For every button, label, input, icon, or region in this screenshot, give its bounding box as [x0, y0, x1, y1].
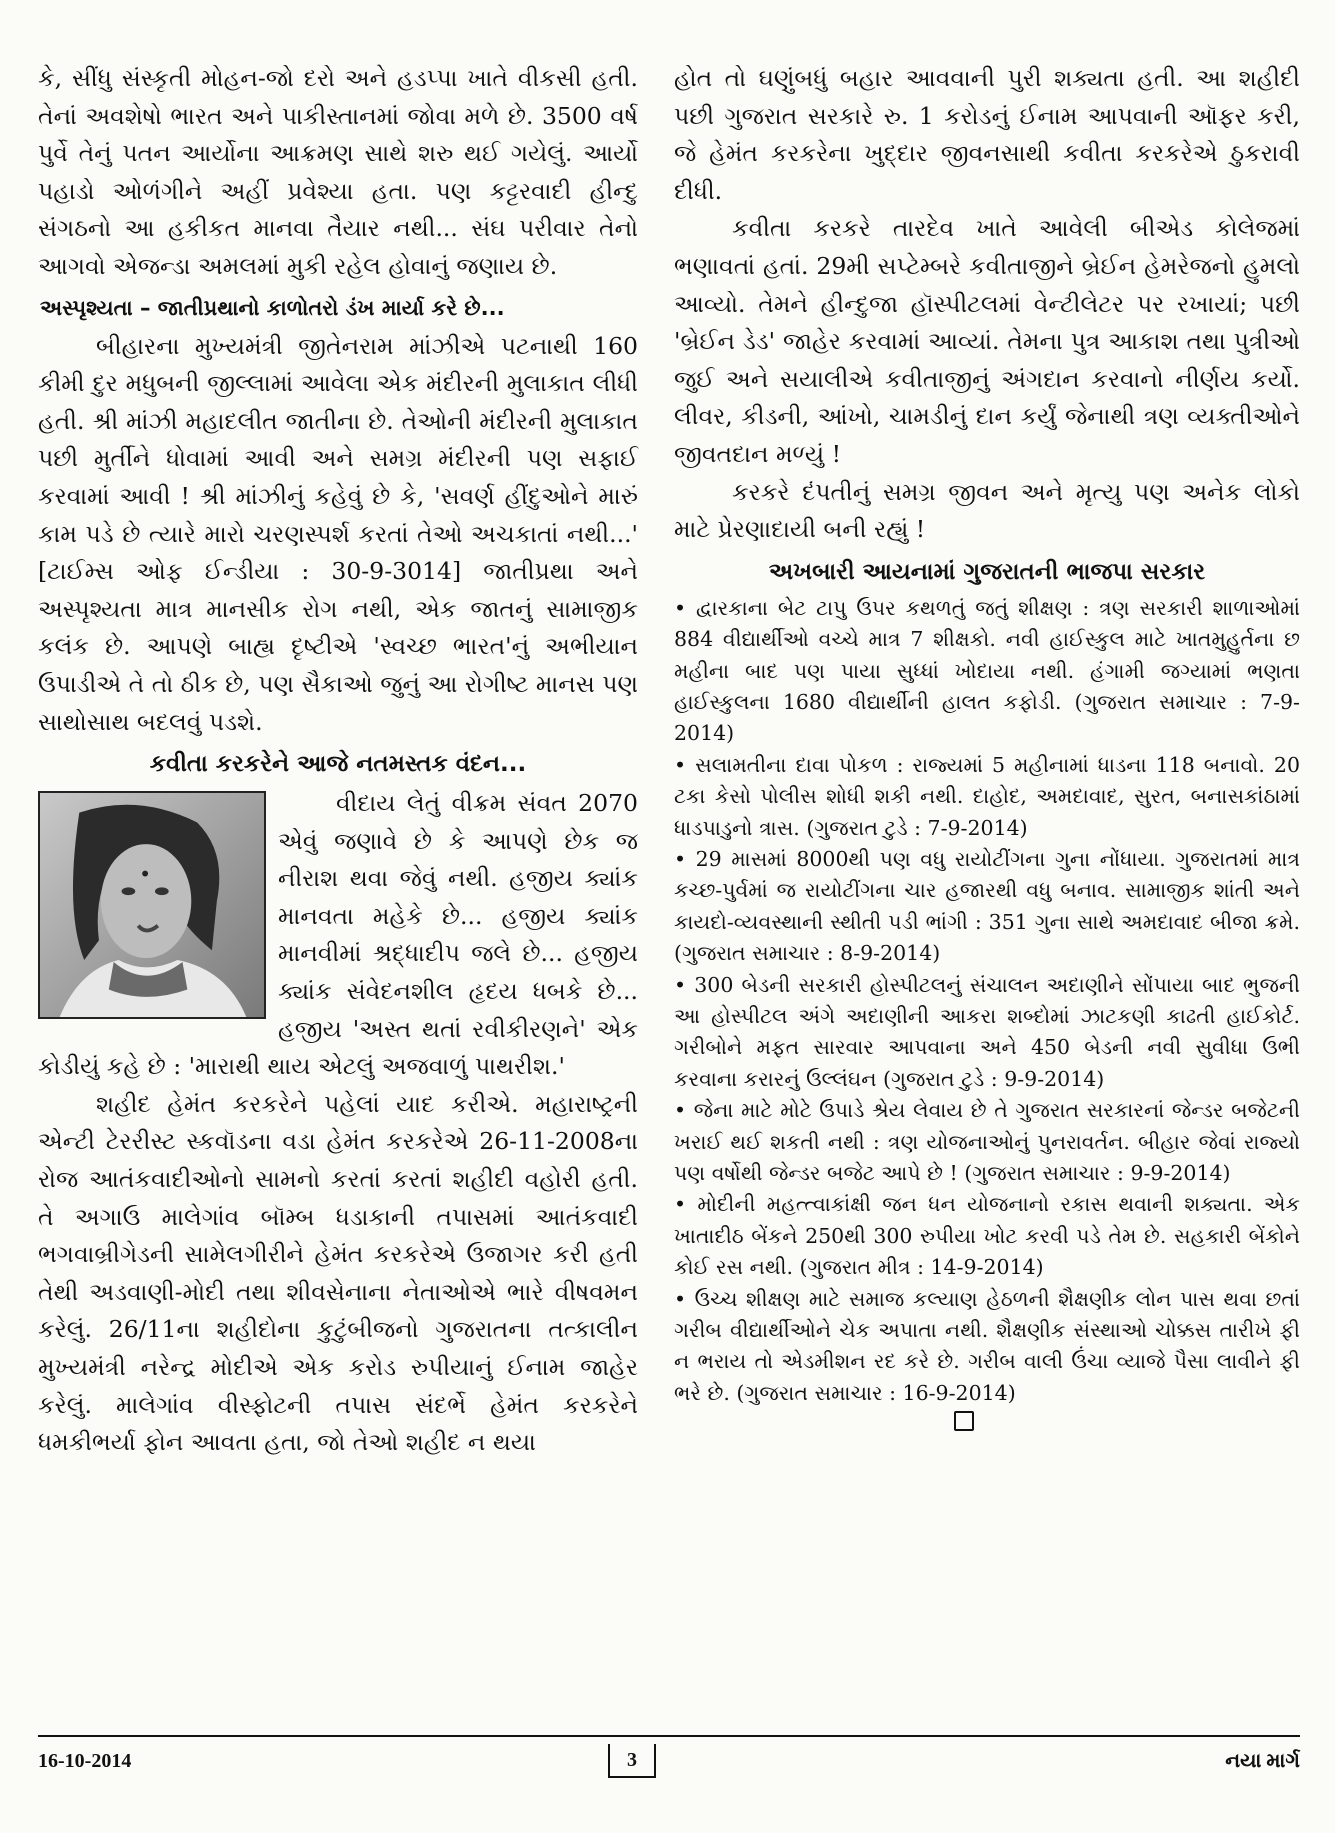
- news-bullet-item: [674, 1095, 1300, 1189]
- page-number: 3: [608, 1744, 656, 1778]
- portrait-image: [40, 793, 264, 1017]
- news-bullet-item: [674, 844, 1300, 970]
- section-heading-news-mirror: અખબારી આયનામાં ગુજરાતની ભાજપા સરકાર: [768, 558, 1206, 585]
- left-paragraph-3: વીદાય લેતું વીક્રમ સંવત 2070 એવું જણાવે છે કે આપણે છેક જ નીરાશ થવા જેવું નથી. હજીય ક્યાંક માનવતા મહેકે છે... હજીય ક્યાંક માનવીમાં શ્રદ્ધાદીપ જલે છે... હજીય ક્યાંક સંવેદનશીલ હૃદય ધબકે છે... હજીય 'અસ્ત થતાં રવીકીરણને' એક કોડીયું કહે છે : 'મારાથી થાય એટલું અજવાળું પાથરીશ.': [38, 789, 638, 1081]
- article-page: [38, 60, 1300, 1760]
- bullet-text: દ્વારકાના બેટ ટાપુ ઉપર કથળતું જતું શીક્ષણ : ત્રણ સરકારી શાળાઓમાં 884 વીદ્યાર્થીઓ વચ્ચે માત્ર 7 શીક્ષકો. નવી હાઈસ્કુલ માટે ખાતમુહુર્તના છ મહીના બાદ પણ પાયા સુધ્ધાં ખોદાયા નથી. હંગામી જગ્યામાં ભણતા હાઈસ્કુલના 1680 વીદ્યાર્થીની હાલત કફોડી. (ગુજરાત સમાચાર : 7-9-2014): [674, 595, 1300, 746]
- right-paragraph-3: કરકરે દંપતીનું સમગ્ર જીવન અને મૃત્યુ પણ અનેક લોકો માટે પ્રેરણાદાયી બની રહ્યું !: [674, 477, 1300, 544]
- right-paragraph-1: હોત તો ઘણુંબધું બહાર આવવાની પુરી શક્યતા હતી. આ શહીદી પછી ગુજરાત સરકારે રુ. 1 કરોડનું ઈનામ આપવાની ઑફર કરી, જે હેમંત કરકરેના ખુદ્દાર જીવનસાથી કવીતા કરકરેએ ઠુકરાવી દીધી.: [674, 64, 1300, 205]
- left-paragraph-2: બીહારના મુખ્યમંત્રી જીતેનરામ માંઝીએ પટનાથી 160 કીમી દુર મધુબની જીલ્લામાં આવેલા એક મંદીરની મુલાકાત લીધી હતી. શ્રી માંઝી મહાદલીત જાતીના છે. તેઓની મંદીરની મુલાકાત પછી મુર્તીને ધોવામાં આવી અને સમગ્ર મંદીરની પણ સફાઈ કરવામાં આવી ! શ્રી માંઝીનું કહેવું છે કે, 'સવર્ણ હીંદુઓને મારું કામ પડે છે ત્યારે મારો ચરણસ્પર્શ કરતાં તેઓ અચકાતાં નથી...' [ટાઈમ્સ ઓફ ઈન્ડીયા : 30-9-3014] જાતીપ્રથા અને અસ્પૃશ્યતા માત્ર માનસીક રોગ નથી, એક જાતનું સામાજીક કલંક છે. આપણે બાહ્ય દૃષ્ટીએ 'સ્વચ્છ ભારત'નું અભીયાન ઉપાડીએ તે તો ઠીક છે, પણ સૈકાઓ જુનું આ રોગીષ્ટ માનસ પણ સાથોસાથ બદલવું પડશે.: [38, 331, 638, 736]
- news-bullet-item: [674, 593, 1300, 750]
- end-of-article-mark: [954, 1411, 974, 1431]
- bullet-text: જેના માટે મોટે ઉપાડે શ્રેય લેવાય છે તે ગુજરાત સરકારનાં જેન્ડર બજેટની ખરાઈ થઈ શકતી નથી : ત્રણ યોજનાઓનું પુનરાવર્તન. બીહાર જેવાં રાજ્યો પણ વર્ષોથી જેન્ડર બજેટ આપે છે ! (ગુજરાત સમાચાર : 9-9-2014): [674, 1098, 1300, 1186]
- left-paragraph-4: શહીદ હેમંત કરકરેને પહેલાં યાદ કરીએ. મહારાષ્ટ્રની એન્ટી ટેરરીસ્ટ સ્કવૉડના વડા હેમંત કરકરેએ 26-11-2008ના રોજ આતંકવાદીઓનો સામનો કરતાં કરતાં શહીદી વહોરી હતી. તે અગાઉ માલેગાંવ બૉમ્બ ધડાકાની તપાસમાં આતંકવાદી ભગવાબ્રીગેડની સામેલગીરીને હેમંત કરકરેએ ઉજાગર કરી હતી તેથી અડવાણી-મોદી તથા શીવસેનાના નેતાઓએ ભારે વીષવમન કરેલું. 26/11ના શહીદોના કુટુંબીજનો ગુજરાતના તત્કાલીન મુખ્યમંત્રી નરેન્દ્ર મોદીએ એક કરોડ રુપીયાનું ઈનામ જાહેર કરેલું. માલેગાંવ વીસ્ફોટની તપાસ સંદર્ભે હેમંત કરકરેને ધમકીભર્યા ફોન આવતા હતા, જો તેઓ શહીદ ન થયા: [38, 1089, 638, 1457]
- bullet-icon: •: [674, 972, 687, 997]
- right-column: [674, 60, 1300, 1409]
- section-heading-untouchability: અસ્પૃશ્યતા – જાતીપ્રથાનો કાળોતરો ડંખ માર્યા કરે છે...: [40, 295, 505, 320]
- news-bullet-item: [674, 1284, 1300, 1410]
- news-bullet-item: [674, 1189, 1300, 1283]
- section-heading-kavita-karkare: કવીતા કરકરેને આજે નતમસ્તક વંદન...: [149, 751, 527, 778]
- bullet-icon: •: [674, 1098, 687, 1123]
- left-column: [38, 60, 638, 1462]
- left-paragraph-1: કે, સીંધુ સંસ્કૃતી મોહન-જો દરો અને હડપ્પા ખાતે વીકસી હતી. તેનાં અવશેષો ભારત અને પાકીસ્તાનમાં જોવા મળે છે. 3500 વર્ષ પુર્વે તેનું પતન આર્યોના આક્રમણ સાથે શરુ થઈ ગયેલું. આર્યો પહાડો ઓળંગીને અહીં પ્રવેશ્યા હતા. પણ કટ્ટરવાદી હીન્દુ સંગઠનો આ હકીકત માનવા તૈયાર નથી... સંઘ પરીવાર તેનો આગવો એજન્ડા અમલમાં મુકી રહેલ હોવાનું જણાય છે.: [38, 64, 638, 280]
- bullet-text: 29 માસમાં 8000થી પણ વધુ રાયોટીંગના ગુના નોંધાયા. ગુજરાતમાં માત્ર કચ્છ-પુર્વમાં જ રાયોટીંગના ચાર હજારથી વધુ બનાવ. સામાજીક શાંતી અને કાયદો-વ્યવસ્થાની સ્થીતી પડી ભાંગી : 351 ગુના સાથે અમદાવાદ બીજા ક્રમે. (ગુજરાત સમાચાર : 8-9-2014): [674, 846, 1300, 966]
- right-paragraph-2: કવીતા કરકરે તારદેવ ખાતે આવેલી બીએડ કોલેજમાં ભણાવતાં હતાં. 29મી સપ્ટેમ્બરે કવીતાજીને બ્રેઈન હેમરેજનો હુમલો આવ્યો. તેમને હીન્દુજા હૉસ્પીટલમાં વેન્ટીલેટર પર રખાયાં; પછી 'બ્રેઈન ડેડ' જાહેર કરવામાં આવ્યાં. તેમના પુત્ર આકાશ તથા પુત્રીઓ જુઈ અને સયાલીએ કવીતાજીનું અંગદાન કરવાનો નીર્ણય કર્યો. લીવર, કીડની, આંખો, ચામડીનું દાન કર્યું જેનાથી ત્રણ વ્યક્તીઓને જીવતદાન મળ્યું !: [674, 214, 1300, 468]
- magazine-name: નયા માર્ગ: [1225, 1750, 1300, 1772]
- news-bullet-list: [674, 593, 1300, 1410]
- portrait-photo: [38, 791, 266, 1019]
- bullet-text: ઉચ્ચ શીક્ષણ માટે સમાજ કલ્યાણ હેઠળની શૈક્ષણીક લોન પાસ થવા છતાં ગરીબ વીદ્યાર્થીઓને ચેક અપાતા નથી. શૈક્ષણીક સંસ્થાઓ ચોક્કસ તારીખે ફી ન ભરાય તો એડમીશન રદ કરે છે. ગરીબ વાલી ઉંચા વ્યાજે પૈસા લાવીને ફી ભરે છે. (ગુજરાત સમાચાર : 16-9-2014): [674, 1286, 1300, 1405]
- bullet-text: મોદીની મહત્ત્વાકાંક્ષી જન ધન યોજનાનો રકાસ થવાની શક્યતા. એક ખાતાદીઠ બેંકને 250થી 300 રુપીયા ખોટ કરવી પડે તેમ છે. સહકારી બેંકોને કોઈ રસ નથી. (ગુજરાત મીત્ર : 14-9-2014): [674, 1192, 1300, 1280]
- bullet-icon: •: [674, 1286, 687, 1311]
- bullet-text: સલામતીના દાવા પોકળ : રાજ્યમાં 5 મહીનામાં ધાડના 118 બનાવો. 20 ટકા કેસો પોલીસ શોધી શકી નથી. દાહોદ, અમદાવાદ, સુરત, બનાસકાંઠામાં ધાડપાડુનો ત્રાસ. (ગુજરાત ટુડે : 7-9-2014): [674, 752, 1300, 840]
- bullet-icon: •: [674, 846, 687, 871]
- bullet-icon: •: [674, 595, 687, 620]
- news-bullet-item: [674, 970, 1300, 1096]
- bullet-text: 300 બેડની સરકારી હોસ્પીટલનું સંચાલન અદાણીને સોંપાયા બાદ ભુજની આ હોસ્પીટલ અંગે અદાણીની આકરા શબ્દોમાં ઝાટકણી કાઢતી હાઈકોર્ટ. ગરીબોને મફત સારવાર આપવાના અને 450 બેડની નવી સુવીધા ઉભી કરવાના કરારનું ઉલ્લંઘન (ગુજરાત ટુડે : 9-9-2014): [674, 972, 1300, 1091]
- footer-rule: [38, 1735, 1300, 1737]
- bullet-icon: •: [674, 752, 687, 777]
- bullet-icon: •: [674, 1192, 687, 1217]
- issue-date: 16-10-2014: [38, 1750, 132, 1772]
- news-bullet-item: [674, 750, 1300, 844]
- page-footer: [38, 1744, 1300, 1784]
